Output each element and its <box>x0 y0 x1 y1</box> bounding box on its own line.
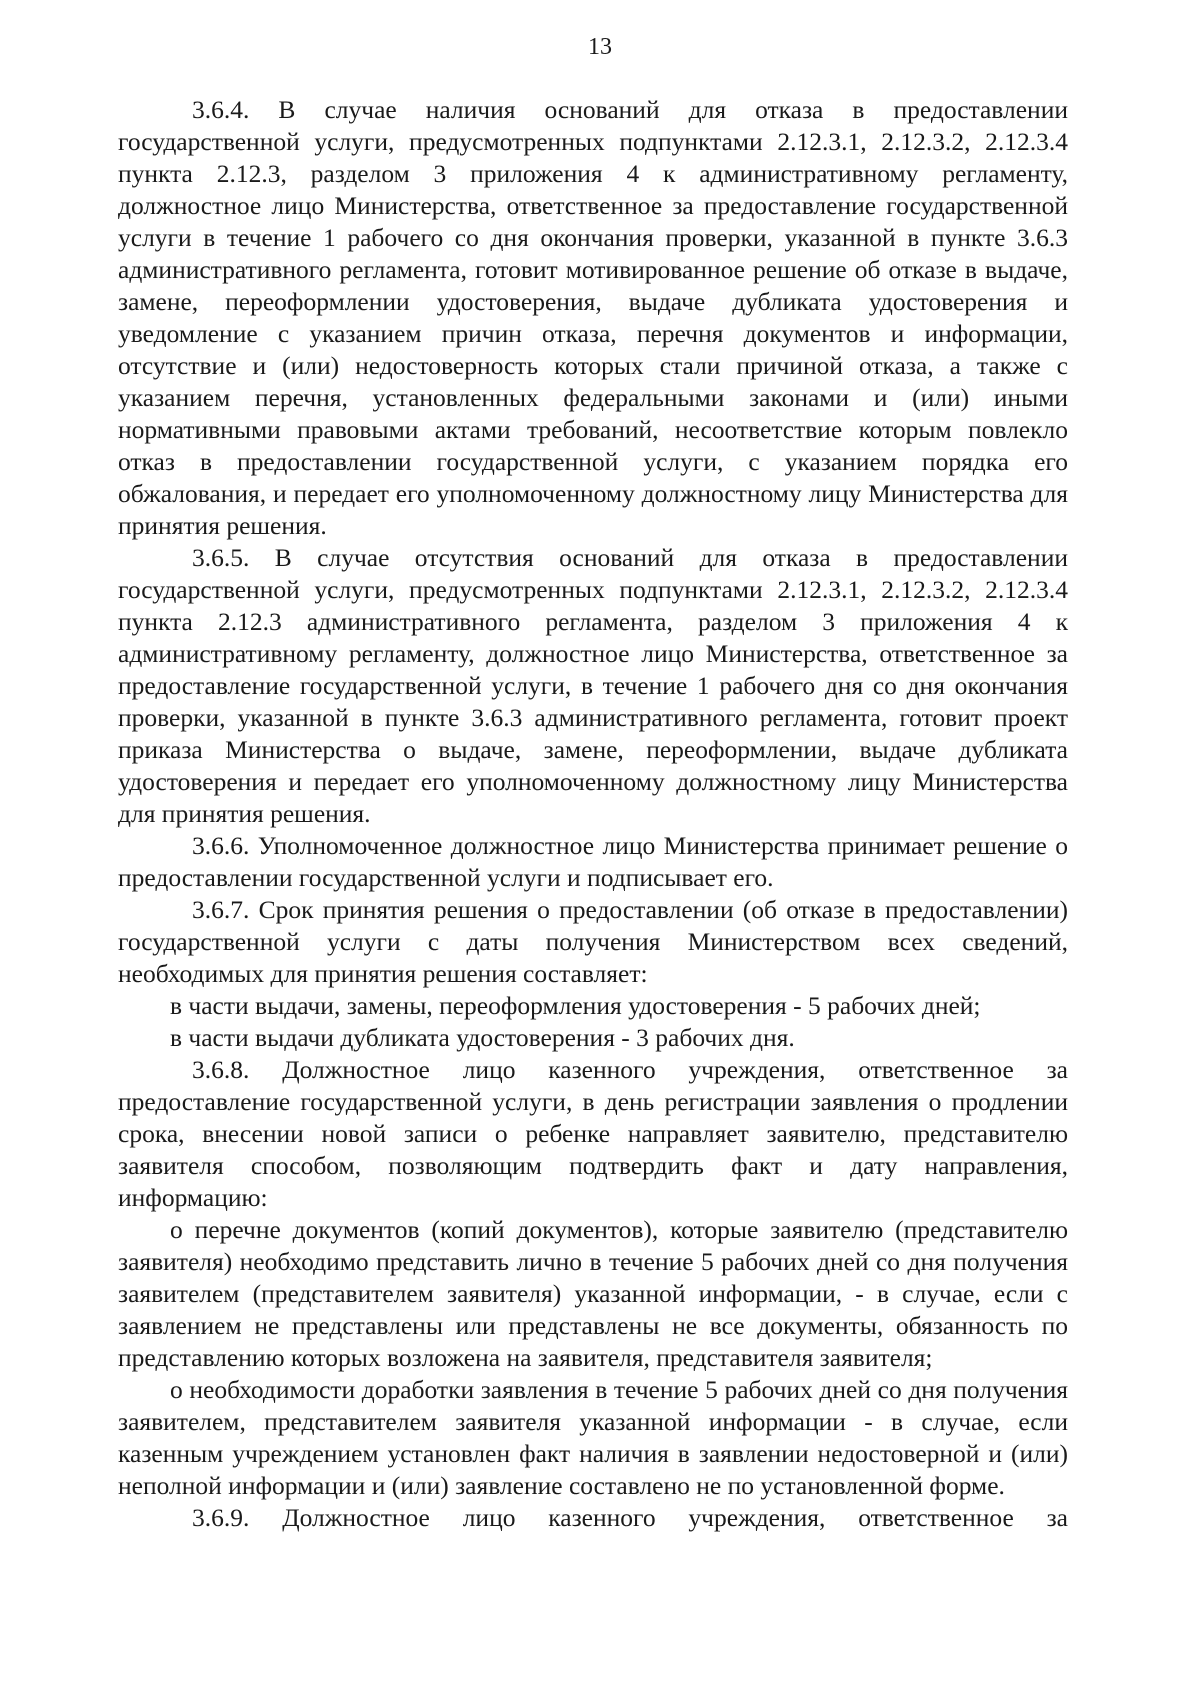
paragraph-3-6-6: 3.6.6. Уполномоченное должностное лицо Министерства принимает решение о предоставлении государственной услуги и подписывает его. <box>118 831 1068 892</box>
paragraph-3-6-5: 3.6.5. В случае отсутствия оснований для отказа в предоставлении государственной услуги, предусмотренных подпунктами 2.12.3.1, 2.12.3.2, 2.12.3.4 пункта 2.12.3 административного регламента, разделом 3 приложения 4 к административному регламенту, должностное лицо Министерства, ответственное за предоставление государственной услуги, в течение 1 рабочего дня со дня окончания проверки, указанной в пункте 3.6.3 административного регламента, готовит проект приказа Министерства о выдаче, замене, переоформлении, выдаче дубликата удостоверения и передает его уполномоченному должностному лицу Министерства для принятия решения. <box>118 543 1068 828</box>
paragraph-3-6-7: 3.6.7. Срок принятия решения о предоставлении (об отказе в предоставлении) государственной услуги с даты получения Министерством всех сведений, необходимых для принятия решения составляет: <box>118 895 1068 988</box>
paragraph-3-6-4: 3.6.4. В случае наличия оснований для отказа в предоставлении государственной услуги, предусмотренных подпунктами 2.12.3.1, 2.12.3.2, 2.12.3.4 пункта 2.12.3, разделом 3 приложения 4 к административному регламенту, должностное лицо Министерства, ответственное за предоставление государственной услуги в течение 1 рабочего со дня окончания проверки, указанной в пункте 3.6.3 административного регламента, готовит мотивированное решение об отказе в выдаче, замене, переоформлении удостоверения, выдаче дубликата удостоверения и уведомление с указанием причин отказа, перечня документов и информации, отсутствие и (или) недостоверность которых стали причиной отказа, а также с указанием перечня, установленных федеральными законами и (или) иными нормативными правовыми актами требований, несоответствие которым повлекло отказ в предоставлении государственной услуги, с указанием порядка его обжалования, и передает его уполномоченному должностному лицу Министерства для принятия решения. <box>118 95 1068 540</box>
paragraph-3-6-9: 3.6.9. Должностное лицо казенного учреждения, ответственное за <box>192 1503 1068 1532</box>
paragraph-3-6-7-item-1: в части выдачи, замены, переоформления удостоверения - 5 рабочих дней; <box>170 991 981 1020</box>
paragraph-3-6-8: 3.6.8. Должностное лицо казенного учреждения, ответственное за предоставление государственной услуги, в день регистрации заявления о продлении срока, внесении новой записи о ребенке направляет заявителю, представителю заявителя способом, позволяющим подтвердить факт и дату направления, информацию: <box>118 1055 1068 1212</box>
paragraph-3-6-8-item-2: о необходимости доработки заявления в течение 5 рабочих дней со дня получения заявителем, представителем заявителя указанной информации - в случае, если казенным учреждением установлен факт наличия в заявлении недостоверной и (или) неполной информации и (или) заявление составлено не по установленной форме. <box>118 1375 1068 1500</box>
document-body <box>118 94 1068 1534</box>
paragraph-3-6-7-item-2: в части выдачи дубликата удостоверения - 3 рабочих дня. <box>170 1023 795 1052</box>
page-number: 13 <box>588 34 612 60</box>
paragraph-3-6-8-item-1: о перечне документов (копий документов), которые заявителю (представителю заявителя) необходимо представить лично в течение 5 рабочих дней со дня получения заявителем (представителем заявителя) указанной информации, - в случае, если с заявлением не представлены или представлены не все документы, обязанность по представлению которых возложена на заявителя, представителя заявителя; <box>118 1215 1068 1372</box>
